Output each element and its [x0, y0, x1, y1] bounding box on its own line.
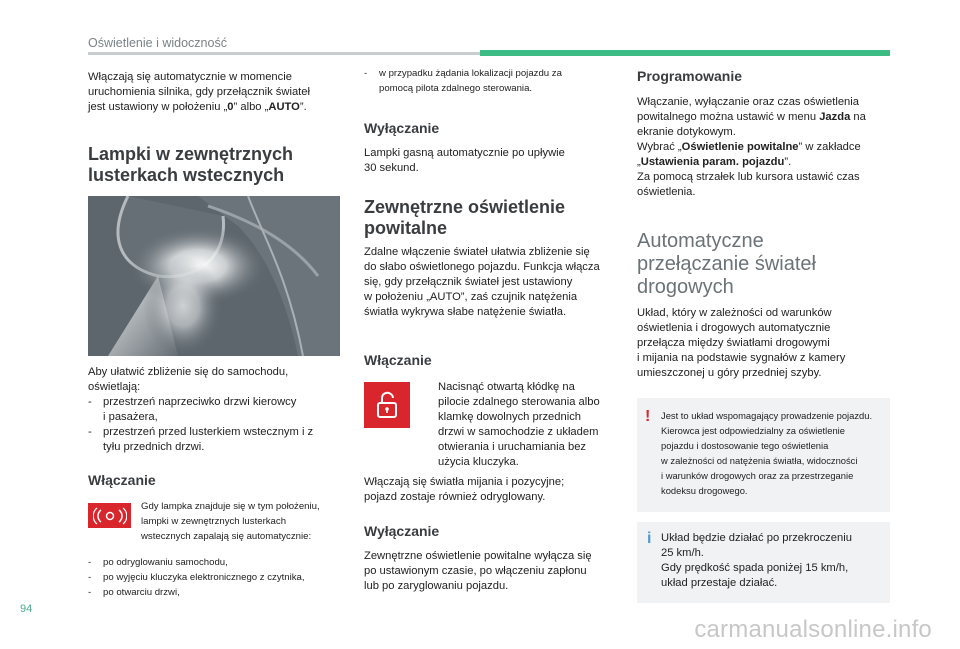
- info-icon: i: [647, 530, 652, 547]
- list-item: - w przypadku żądania lokalizacji pojazdu za pomocą pilota zdalnego sterowania.: [364, 66, 619, 96]
- mirror-on-note: Gdy lampka znajduje się w tym położeniu, lampki w zewnętrznych lusterkach wstecznych zapalają się automatycznie:: [141, 501, 320, 542]
- welcome-on-title: Włączanie: [364, 352, 432, 368]
- section-header-title: Oświetlenie i widoczność: [88, 36, 227, 50]
- warning-text: Jest to układ wspomagający prowadzenie pojazdu. Kierowca jest odpowiedzialny za oświetlenie pojazdu i dostosowanie tego oświetlenia w zależności od natężenia światła, widoczności i warunków drogowych oraz za przestrzeganie kodeksu drogowego.: [661, 410, 873, 496]
- welcome-off-title: Wyłączanie: [364, 523, 440, 539]
- padlock-unlock-icon: [364, 382, 410, 428]
- auto-high-beam-title: Automatyczne przełączanie świateł drogowych: [637, 230, 816, 298]
- warning-icon: !: [645, 408, 651, 425]
- mirror-lamps-title: Lampki w zewnętrznych lusterkach wstecznych: [88, 144, 294, 185]
- intro-paragraph: Włączają się automatycznie w momencie uruchomienia silnika, gdy przełącznik świateł jest ustawiony w położeniu „0” albo „AUTO”.: [88, 71, 310, 113]
- mirror-on-list: [88, 555, 348, 600]
- mirror-off-text: Lampki gasną automatycznie po upływie 30 sekund.: [364, 147, 565, 174]
- list-item: - po wyjęciu kluczyka elektronicznego z czytnika,: [88, 570, 348, 585]
- programming-text: Włączanie, wyłączanie oraz czas oświetlenia powitalnego można ustawić w menu Jazda na ekranie dotykowym. Wybrać „Oświetlenie powitalne” w zakładce „Ustawienia param. pojazdu”. Za pomocą strzałek lub kursora ustawić czas oświetlenia.: [637, 96, 866, 198]
- auto-high-beam-text: Układ, który w zależności od warunków oświetlenia i drogowych automatycznie przełącza między światłami drogowymi i mijania na podstawie sygnałów z kamery umieszczonej u góry przedniej szyby.: [637, 307, 846, 379]
- header-accent-bar: [480, 50, 890, 56]
- mirror-on-title: Włączanie: [88, 472, 156, 488]
- list-item: - po odryglowaniu samochodu,: [88, 555, 348, 570]
- mirror-off-title: Wyłączanie: [364, 120, 440, 136]
- list-item: - po otwarciu drzwi,: [88, 585, 348, 600]
- welcome-lighting-title: Zewnętrzne oświetlenie powitalne: [364, 197, 566, 238]
- welcome-on-instruction: Nacisnąć otwartą kłódkę na pilocie zdalnego sterowania albo klamkę dowolnych przednich drzwi w samochodzie z układem otwierania i uruchamiania bez użycia kluczyka.: [438, 381, 600, 468]
- list-item: - przestrzeń naprzeciwko drzwi kierowcy i pasażera,: [88, 395, 348, 425]
- page-number: 94: [20, 603, 33, 615]
- info-note: [637, 522, 890, 603]
- list-item: - przestrzeń przed lusterkiem wstecznym i z tyłu przednich drzwi.: [88, 425, 348, 455]
- approach-paragraph: Aby ułatwić zbliżenie się do samochodu, oświetlają: - przestrzeń naprzeciwko drzwi kierowcy i pasażera, - przestrzeń przed lusterkiem wstecznym i z tyłu przednich drzwi.: [88, 365, 348, 455]
- watermark: carmanualsonline.info: [694, 616, 932, 643]
- programming-title: Programowanie: [637, 68, 743, 84]
- welcome-off-text: Zewnętrzne oświetlenie powitalne wyłącza się po ustawionym czasie, po włączeniu zapłonu lub po zaryglowaniu pojazdu.: [364, 550, 592, 592]
- info-text: Układ będzie działać po przekroczeniu 25 km/h. Gdy prędkość spada poniżej 15 km/h, układ przestaje działać.: [661, 532, 852, 589]
- mirror-lamp-photo: [88, 196, 340, 356]
- warning-note: [637, 398, 890, 512]
- welcome-on-result: Włączają się światła mijania i pozycyjne; pojazd zostaje również odryglowany.: [364, 476, 565, 503]
- welcome-lighting-text: Zdalne włączenie świateł ułatwia zbliżenie się do słabo oświetlonego pojazdu. Funkcja włącza się, gdy przełącznik świateł jest ustawiony w położeniu „AUTO”, zaś czujnik natężenia światła wykrywa słabe natężenie światła.: [364, 246, 600, 318]
- locate-item: [364, 66, 619, 96]
- header-rule: [88, 52, 480, 55]
- key-unlock-icon: [88, 503, 131, 528]
